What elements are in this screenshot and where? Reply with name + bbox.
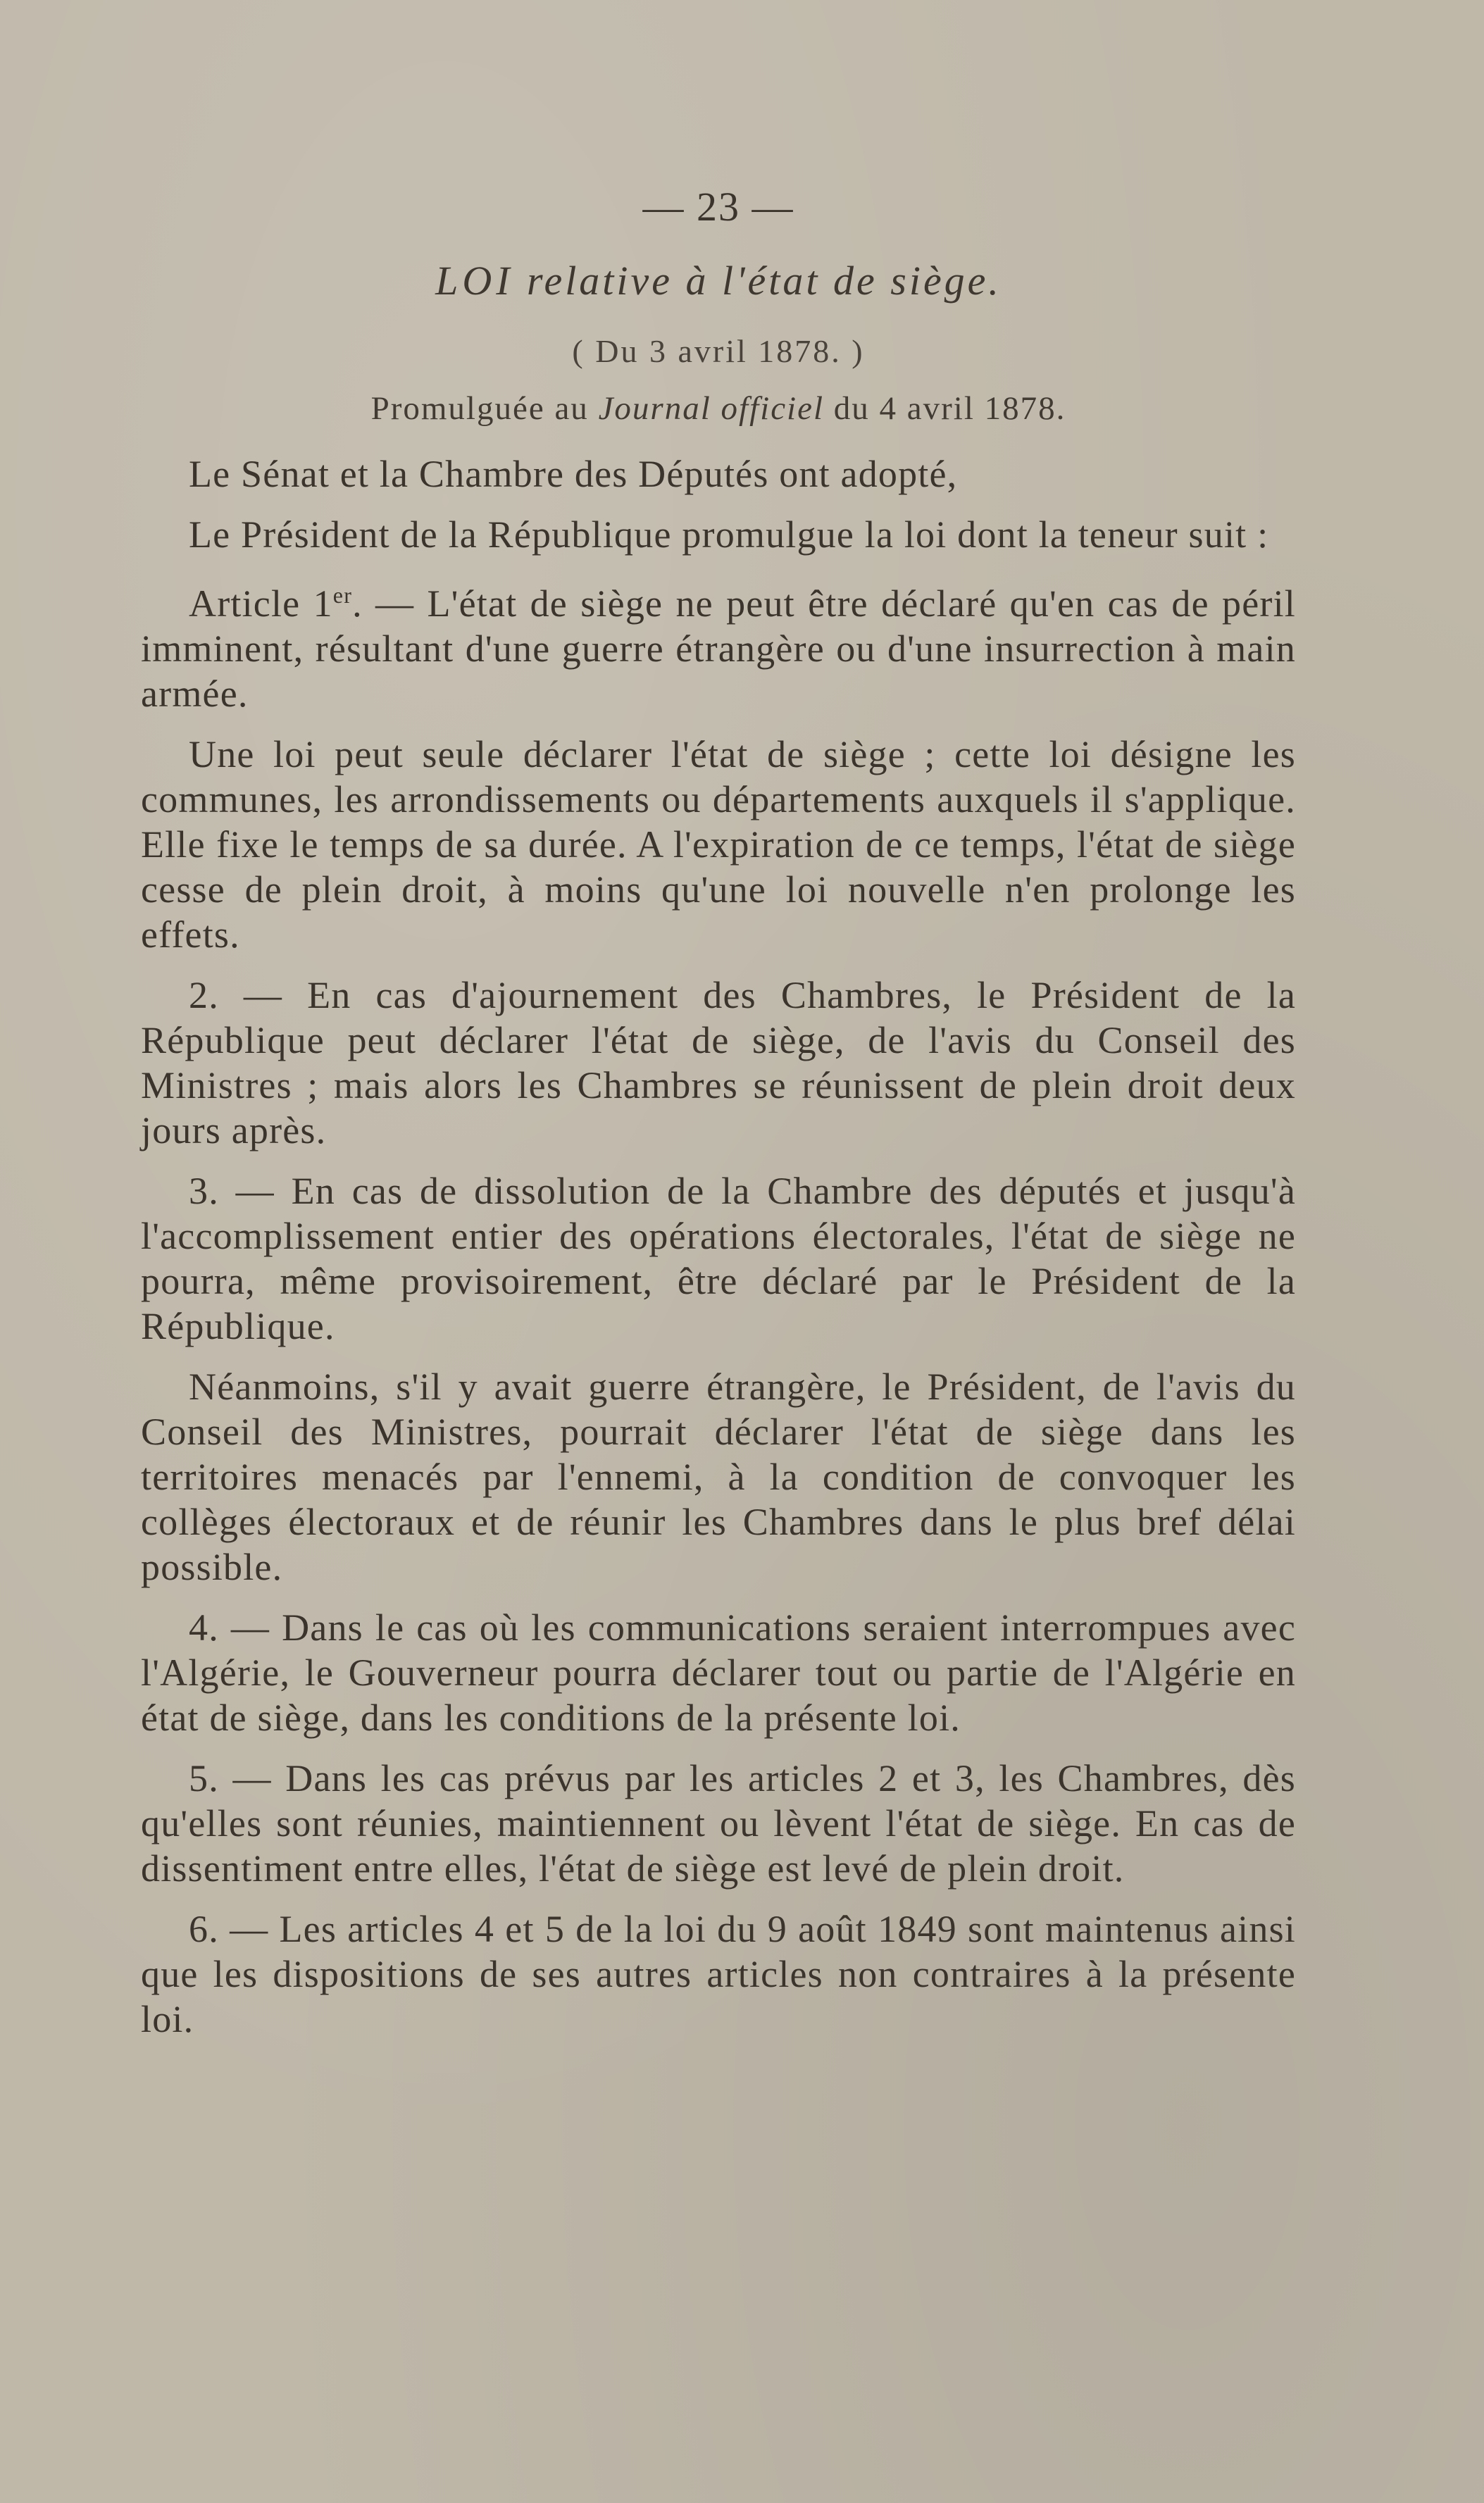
paragraph-preamble: Le Sénat et la Chambre des Députés ont adopté, (189, 453, 958, 495)
promulgation-after: du 4 avril 1878. (824, 390, 1066, 427)
article-1-sup: er (332, 582, 353, 608)
paragraph-article-2: 2. — En cas d'ajournement des Chambres, le Président de la République peut déclarer l'état de siège, de l'avis du Conseil des Ministres ; mais alors les Chambres se réunissent de plein droit deux jours après. (141, 974, 1296, 1151)
article-1-text: . — L'état de siège ne peut être déclaré qu'en cas de péril imminent, résultant d'une guerre étrangère ou d'une insurrection à main armée. (141, 582, 1296, 715)
journal-name: Journal officiel (598, 390, 825, 427)
paragraph-promulgation: Le Président de la République promulgue la loi dont la teneur suit : (189, 513, 1269, 556)
paragraph-article-4: 4. — Dans le cas où les communications seraient interrompues avec l'Algérie, le Gouverneur pourra déclarer tout ou partie de l'Algérie en état de siège, dans les conditions de la présente loi. (141, 1606, 1296, 1739)
promulgation-line (141, 389, 1296, 427)
promulgation-before: Promulguée au (370, 390, 599, 427)
law-title-rest: relative à l'état de siège. (527, 258, 1002, 304)
page-content (141, 183, 1296, 2057)
paragraph-article-5: 5. — Dans les cas prévus par les articles 2 et 3, les Chambres, dès qu'elles sont réunies, maintiennent ou lèvent l'état de siège. En cas de dissentiment entre elles, l'état de siège est levé de plein droit. (141, 1757, 1296, 1890)
law-date: ( Du 3 avril 1878. ) (572, 333, 865, 369)
law-title-lead: LOI (435, 258, 514, 304)
paragraph-article-6: 6. — Les articles 4 et 5 de la loi du 9 août 1849 sont maintenus ainsi que les dispositions de ses autres articles non contraires à la présente loi. (141, 1908, 1296, 2040)
law-title (141, 257, 1296, 304)
paragraph-article-3: 3. — En cas de dissolution de la Chambre des députés et jusqu'à l'accomplissement entier des opérations électorales, l'état de siège ne pourra, même provisoirement, être déclaré par le Président de la République. (141, 1170, 1296, 1347)
article-1-lead: Article 1 (189, 582, 333, 625)
page-number: — 23 — (642, 184, 794, 230)
paragraph-article-3-cont: Néanmoins, s'il y avait guerre étrangère, le Président, de l'avis du Conseil des Ministres, pourrait déclarer l'état de siège dans les territoires menacés par l'ennemi, à la condition de convoquer les collèges électoraux et de réunir les Chambres dans le plus bref délai possible. (141, 1366, 1296, 1588)
paragraph-article-1-cont: Une loi peut seule déclarer l'état de siège ; cette loi désigne les communes, les arrondissements ou départements auxquels il s'applique. Elle fixe le temps de sa durée. A l'expiration de ce temps, l'état de siège cesse de plein droit, à moins qu'une loi nouvelle n'en prolonge les effets. (141, 733, 1296, 956)
paragraph-article-1 (141, 573, 1296, 716)
